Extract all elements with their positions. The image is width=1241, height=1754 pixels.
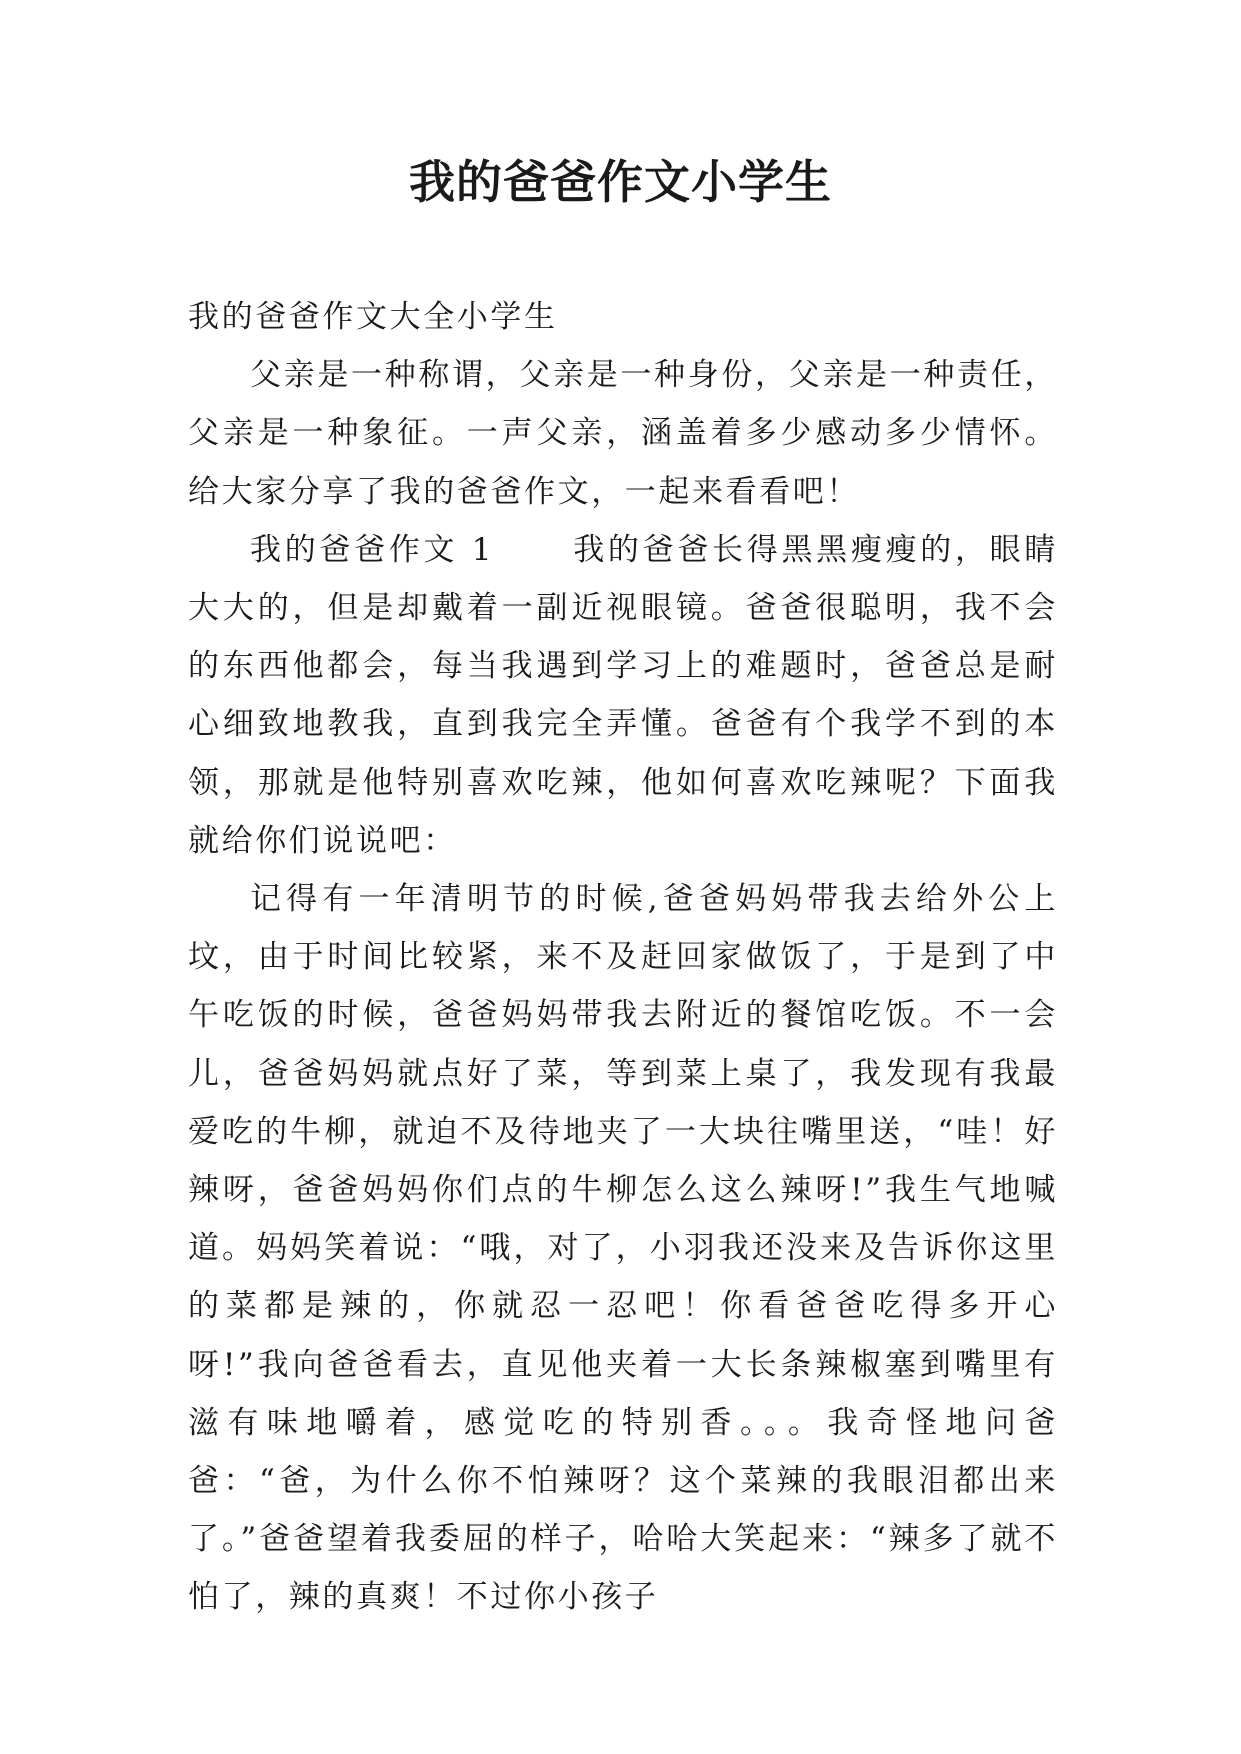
essay-paragraph-2: 记得有一年清明节的时候,爸爸妈妈带我去给外公上坟，由于时间比较紧，来不及赶回家做饭了，于是到了中午吃饭的时候，爸爸妈妈带我去附近的餐馆吃饭。不一会儿，爸爸妈妈就点好了菜，等到菜上桌了，我发现有我最爱吃的牛柳，就迫不及待地夹了一大块往嘴里送，“哇！好辣呀，爸爸妈妈你们点的牛柳怎么这么辣呀!”我生气地喊道。妈妈笑着说：“哦，对了，小羽我还没来及告诉你这里的菜都是辣的，你就忍一忍吧！你看爸爸吃得多开心呀!”我向爸爸看去，直见他夹着一大长条辣椒塞到嘴里有滋有味地嚼着，感觉吃的特别香。。。我奇怪地问爸爸：“爸，为什么你不怕辣呀？这个菜辣的我眼泪都出来了。”爸爸望着我委屈的样子，哈哈大笑起来：“辣多了就不怕了，辣的真爽！不过你小孩子	[188, 881, 1058, 1616]
document-subtitle: 我的爸爸作文大全小学生	[188, 299, 558, 335]
essay-label: 我的爸爸作文 1	[250, 531, 495, 568]
document-body	[188, 288, 1058, 1627]
essay-paragraph-1	[188, 521, 1058, 870]
essay-paragraph-1-text: 我的爸爸长得黑黑瘦瘦的，眼睛大大的，但是却戴着一副近视眼镜。爸爸很聪明，我不会的东西他都会，每当我遇到学习上的难题时，爸爸总是耐心细致地教我，直到我完全弄懂。爸爸有个我学不到的本领，那就是他特别喜欢吃辣，他如何喜欢吃辣呢？下面我就给你们说说吧：	[188, 531, 1058, 859]
document-title: 我的爸爸作文小学生	[409, 155, 832, 209]
intro-paragraph: 父亲是一种称谓，父亲是一种身份，父亲是一种责任，父亲是一种象征。一声父亲，涵盖着多少感动多少情怀。给大家分享了我的爸爸作文，一起来看看吧！	[188, 357, 1058, 510]
